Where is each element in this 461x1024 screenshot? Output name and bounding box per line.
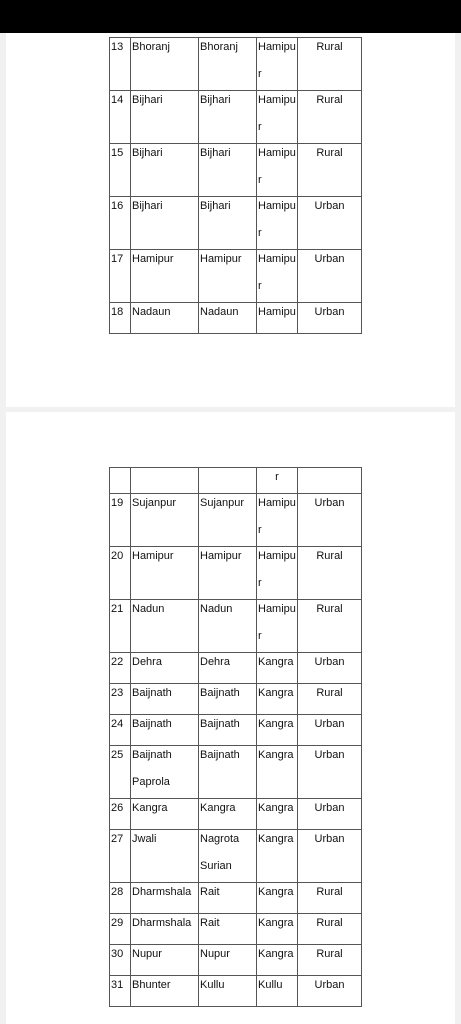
cell-area	[298, 914, 362, 945]
cell-place-text	[200, 899, 255, 913]
cell-place-text: Kullu	[200, 979, 225, 991]
cell-place-text	[200, 510, 255, 524]
cell-area-text: Urban	[314, 253, 345, 265]
cell-name	[131, 684, 199, 715]
cell-no	[110, 197, 131, 250]
cell-no	[110, 250, 131, 303]
table-row-continuation	[110, 468, 362, 494]
cell-no	[110, 144, 131, 197]
cell-no-text: 29	[111, 917, 124, 929]
cell-area	[298, 303, 362, 334]
cell-place-text: Nagrota	[200, 833, 240, 845]
cell-name-text: Paprola	[132, 776, 170, 788]
table-row	[110, 715, 362, 746]
cell-district-text: Kangra	[258, 687, 294, 699]
cell-place	[199, 38, 257, 91]
cell-name	[131, 91, 199, 144]
cell-place	[199, 494, 257, 547]
cell-no-text: 15	[111, 147, 124, 159]
cell-name	[131, 250, 199, 303]
cell-no-text: 26	[111, 802, 124, 814]
cell-name	[131, 38, 199, 91]
cell-area-text: Rural	[316, 687, 343, 699]
cell-name-text	[132, 992, 197, 1006]
cell-name-text	[132, 899, 197, 913]
cell-district	[257, 91, 298, 144]
continuation-text: r	[275, 471, 279, 483]
cell-area	[298, 799, 362, 830]
cell-name-text	[132, 563, 197, 577]
cell-no-text: 17	[111, 253, 124, 265]
cell-no-text: 28	[111, 886, 124, 898]
cell-name	[131, 144, 199, 197]
cell-no	[110, 547, 131, 600]
cell-area	[298, 468, 362, 494]
table-row	[110, 830, 362, 883]
cell-name-text	[132, 846, 197, 860]
cell-name-text	[132, 669, 197, 683]
cell-name	[131, 883, 199, 914]
cell-place	[199, 976, 257, 1007]
cell-place-text	[200, 700, 255, 714]
cell-name	[131, 653, 199, 684]
cell-name-text: Bijhari	[132, 94, 163, 106]
cell-district-text	[258, 961, 296, 975]
cell-no	[110, 468, 131, 494]
data-table-page-2	[109, 467, 362, 1007]
table-row	[110, 197, 362, 250]
cell-no-text: 31	[111, 979, 124, 991]
cell-area-text: Rural	[316, 603, 343, 615]
cell-district-text: Kullu	[258, 979, 283, 991]
cell-name-text	[132, 266, 197, 280]
cell-no-text: 20	[111, 550, 124, 562]
cell-district	[257, 494, 298, 547]
cell-name-text: Baijnath	[132, 718, 172, 730]
cell-district-text	[258, 846, 296, 860]
cell-district-text: Hamipu	[258, 550, 296, 562]
cell-district-text: Kangra	[258, 833, 294, 845]
cell-area-text: Urban	[314, 749, 345, 761]
cell-area	[298, 715, 362, 746]
cell-name-text: Hamipur	[132, 253, 174, 265]
cell-name-text	[132, 731, 197, 745]
cell-no	[110, 945, 131, 976]
table-row	[110, 600, 362, 653]
table-row	[110, 799, 362, 830]
cell-place-text	[200, 54, 255, 68]
cell-no-text: 25	[111, 749, 124, 761]
table-row	[110, 303, 362, 334]
cell-no-text: 21	[111, 603, 124, 615]
cell-district	[257, 945, 298, 976]
cell-district-text: r	[258, 280, 262, 292]
cell-place	[199, 547, 257, 600]
cell-place-text	[200, 992, 255, 1006]
cell-area	[298, 494, 362, 547]
cell-district-text	[258, 930, 296, 944]
cell-name-text	[132, 319, 197, 333]
cell-place-text	[200, 160, 255, 174]
status-bar	[0, 0, 461, 33]
cell-area-text: Urban	[314, 979, 345, 991]
cell-place	[199, 799, 257, 830]
cell-district-text	[258, 762, 296, 776]
cell-area-text: Rural	[316, 917, 343, 929]
cell-area-text: Rural	[316, 94, 343, 106]
cell-no-text: 19	[111, 497, 124, 509]
cell-place-text	[200, 266, 255, 280]
cell-place-text	[200, 319, 255, 333]
table-row	[110, 684, 362, 715]
cell-place-text: Bhoranj	[200, 41, 238, 53]
table-row	[110, 945, 362, 976]
cell-area-text: Rural	[316, 41, 343, 53]
cell-district-text	[258, 992, 296, 1006]
cell-name-text: Baijnath	[132, 749, 172, 761]
cell-area	[298, 976, 362, 1007]
cell-place-text: Rait	[200, 886, 220, 898]
cell-area	[298, 830, 362, 883]
cell-no	[110, 883, 131, 914]
cell-district	[257, 914, 298, 945]
cell-district	[257, 547, 298, 600]
cell-area-text: Urban	[314, 656, 345, 668]
cell-name-text	[132, 54, 197, 68]
cell-no	[110, 494, 131, 547]
cell-place	[199, 746, 257, 799]
table-row	[110, 91, 362, 144]
cell-name-text	[132, 961, 197, 975]
cell-name	[131, 547, 199, 600]
cell-district-text: Kangra	[258, 886, 294, 898]
cell-district-text	[258, 319, 296, 333]
table-body	[110, 468, 362, 1007]
cell-district	[257, 468, 298, 494]
cell-area-text: Rural	[316, 550, 343, 562]
cell-name-text	[132, 107, 197, 121]
cell-district-text: r	[258, 174, 262, 186]
document-page-2	[6, 412, 455, 1024]
cell-no	[110, 91, 131, 144]
cell-district-text: r	[258, 524, 262, 536]
cell-area	[298, 600, 362, 653]
table-row	[110, 746, 362, 799]
cell-area-text: Urban	[314, 718, 345, 730]
cell-area	[298, 547, 362, 600]
cell-area-text: Urban	[314, 497, 345, 509]
cell-name-text: Baijnath	[132, 687, 172, 699]
cell-district	[257, 144, 298, 197]
cell-district-text: r	[258, 577, 262, 589]
cell-district	[257, 976, 298, 1007]
cell-name-text: Hamipur	[132, 550, 174, 562]
cell-name	[131, 600, 199, 653]
cell-place-text: Baijnath	[200, 687, 240, 699]
cell-place	[199, 945, 257, 976]
cell-area-text: Urban	[314, 306, 345, 318]
cell-name	[131, 468, 199, 494]
table-row	[110, 144, 362, 197]
cell-place-text: Hamipur	[200, 550, 242, 562]
cell-place	[199, 303, 257, 334]
cell-area-text: Rural	[316, 886, 343, 898]
cell-district-text: Hamipu	[258, 200, 296, 212]
cell-place-text	[200, 961, 255, 975]
cell-place-text: Dehra	[200, 656, 230, 668]
cell-district-text: Hamipu	[258, 603, 296, 615]
cell-area	[298, 197, 362, 250]
cell-name	[131, 494, 199, 547]
cell-district	[257, 303, 298, 334]
cell-place	[199, 91, 257, 144]
cell-place	[199, 715, 257, 746]
cell-place-text: Baijnath	[200, 749, 240, 761]
cell-no	[110, 38, 131, 91]
table-row	[110, 38, 362, 91]
cell-area	[298, 684, 362, 715]
cell-place-text	[200, 815, 255, 829]
cell-district-text: Hamipu	[258, 147, 296, 159]
cell-no	[110, 684, 131, 715]
cell-no	[110, 799, 131, 830]
cell-area-text: Urban	[314, 200, 345, 212]
cell-place-text: Bijhari	[200, 200, 231, 212]
cell-name-text: Nadaun	[132, 306, 171, 318]
cell-name-text: Kangra	[132, 802, 168, 814]
cell-place	[199, 684, 257, 715]
cell-name-text: Bijhari	[132, 200, 163, 212]
cell-place	[199, 653, 257, 684]
cell-area	[298, 883, 362, 914]
cell-name-text: Nadun	[132, 603, 165, 615]
document-page-1	[6, 33, 455, 407]
cell-area	[298, 653, 362, 684]
cell-district-text: Hamipu	[258, 94, 296, 106]
cell-no-text: 13	[111, 41, 124, 53]
cell-name-text	[132, 815, 197, 829]
cell-name-text	[132, 160, 197, 174]
cell-no	[110, 914, 131, 945]
cell-no	[110, 303, 131, 334]
cell-place-text: Hamipur	[200, 253, 242, 265]
cell-district-text: Kangra	[258, 948, 294, 960]
cell-district-text: Kangra	[258, 802, 294, 814]
cell-no-text: 27	[111, 833, 124, 845]
cell-district-text: Hamipu	[258, 306, 296, 318]
cell-no	[110, 976, 131, 1007]
cell-name-text: Bijhari	[132, 147, 163, 159]
cell-place	[199, 144, 257, 197]
cell-name	[131, 799, 199, 830]
cell-district	[257, 830, 298, 883]
cell-no-text: 24	[111, 718, 124, 730]
cell-place	[199, 914, 257, 945]
cell-district	[257, 883, 298, 914]
cell-place-text	[200, 930, 255, 944]
cell-district	[257, 684, 298, 715]
cell-district-text: Kangra	[258, 917, 294, 929]
cell-place-text	[200, 616, 255, 630]
cell-name	[131, 830, 199, 883]
cell-district	[257, 746, 298, 799]
cell-place-text: Baijnath	[200, 718, 240, 730]
cell-district-text: Hamipu	[258, 497, 296, 509]
cell-place	[199, 197, 257, 250]
table-row	[110, 653, 362, 684]
cell-place	[199, 250, 257, 303]
cell-district-text	[258, 731, 296, 745]
cell-district-text: r	[258, 121, 262, 133]
cell-no-text: 14	[111, 94, 124, 106]
cell-district-text	[258, 700, 296, 714]
table-row	[110, 914, 362, 945]
cell-place-text	[200, 762, 255, 776]
cell-name-text	[132, 700, 197, 714]
cell-name-text: Nupur	[132, 948, 162, 960]
cell-name	[131, 197, 199, 250]
cell-place	[199, 883, 257, 914]
cell-district-text: Hamipu	[258, 41, 296, 53]
cell-district	[257, 600, 298, 653]
cell-area	[298, 945, 362, 976]
cell-area	[298, 38, 362, 91]
cell-place-text: Bijhari	[200, 94, 231, 106]
cell-district-text: Hamipu	[258, 253, 296, 265]
cell-name-text	[132, 930, 197, 944]
cell-district-text: r	[258, 68, 262, 80]
cell-district	[257, 197, 298, 250]
cell-name	[131, 715, 199, 746]
cell-district-text: Kangra	[258, 656, 294, 668]
cell-area	[298, 250, 362, 303]
cell-name	[131, 976, 199, 1007]
cell-place-text: Nupur	[200, 948, 230, 960]
cell-place	[199, 830, 257, 883]
cell-place-text: Nadaun	[200, 306, 239, 318]
cell-area-text: Rural	[316, 948, 343, 960]
cell-name	[131, 945, 199, 976]
cell-place-text: Rait	[200, 917, 220, 929]
table-row	[110, 494, 362, 547]
cell-no-text: 30	[111, 948, 124, 960]
cell-place-text	[200, 107, 255, 121]
cell-place-text: Sujanpur	[200, 497, 245, 509]
cell-place-text: Kangra	[200, 802, 236, 814]
cell-district-text: Kangra	[258, 718, 294, 730]
data-table-page-1	[109, 37, 362, 334]
cell-no-text: 23	[111, 687, 124, 699]
cell-place-text: Bijhari	[200, 147, 231, 159]
cell-place-text	[200, 731, 255, 745]
cell-name-text: Bhoranj	[132, 41, 170, 53]
cell-area	[298, 144, 362, 197]
cell-district	[257, 250, 298, 303]
cell-place	[199, 468, 257, 494]
table-row	[110, 976, 362, 1007]
cell-area-text: Urban	[314, 802, 345, 814]
cell-no	[110, 600, 131, 653]
cell-district	[257, 653, 298, 684]
cell-no-text: 16	[111, 200, 124, 212]
cell-district-text: r	[258, 227, 262, 239]
cell-district	[257, 715, 298, 746]
table-body	[110, 38, 362, 334]
cell-no-text: 18	[111, 306, 124, 318]
cell-district	[257, 799, 298, 830]
cell-district-text: r	[258, 630, 262, 642]
cell-district	[257, 38, 298, 91]
cell-district-text: Kangra	[258, 749, 294, 761]
cell-area	[298, 91, 362, 144]
cell-name-text: Dharmshala	[132, 886, 192, 898]
cell-area-text: Urban	[314, 833, 345, 845]
cell-no	[110, 830, 131, 883]
cell-no	[110, 715, 131, 746]
cell-name-text: Bhunter	[132, 979, 171, 991]
cell-name-text: Dharmshala	[132, 917, 192, 929]
cell-name	[131, 914, 199, 945]
table-row	[110, 883, 362, 914]
cell-name-text: Dehra	[132, 656, 162, 668]
cell-place-text	[200, 213, 255, 227]
cell-place-text: Surian	[200, 860, 232, 872]
cell-no-text: 22	[111, 656, 124, 668]
cell-name	[131, 746, 199, 799]
cell-area	[298, 746, 362, 799]
cell-place-text: Nadun	[200, 603, 233, 615]
table-row	[110, 547, 362, 600]
cell-no	[110, 746, 131, 799]
cell-name-text: Jwali	[132, 833, 157, 845]
cell-name-text	[132, 616, 197, 630]
cell-place	[199, 600, 257, 653]
cell-name	[131, 303, 199, 334]
cell-district-text	[258, 669, 296, 683]
cell-name-text: Sujanpur	[132, 497, 177, 509]
cell-place-text	[200, 563, 255, 577]
cell-name-text	[132, 213, 197, 227]
cell-district-text	[258, 899, 296, 913]
cell-district-text	[258, 815, 296, 829]
table-row	[110, 250, 362, 303]
cell-place-text	[200, 669, 255, 683]
cell-no	[110, 653, 131, 684]
cell-area-text: Rural	[316, 147, 343, 159]
cell-name-text	[132, 510, 197, 524]
